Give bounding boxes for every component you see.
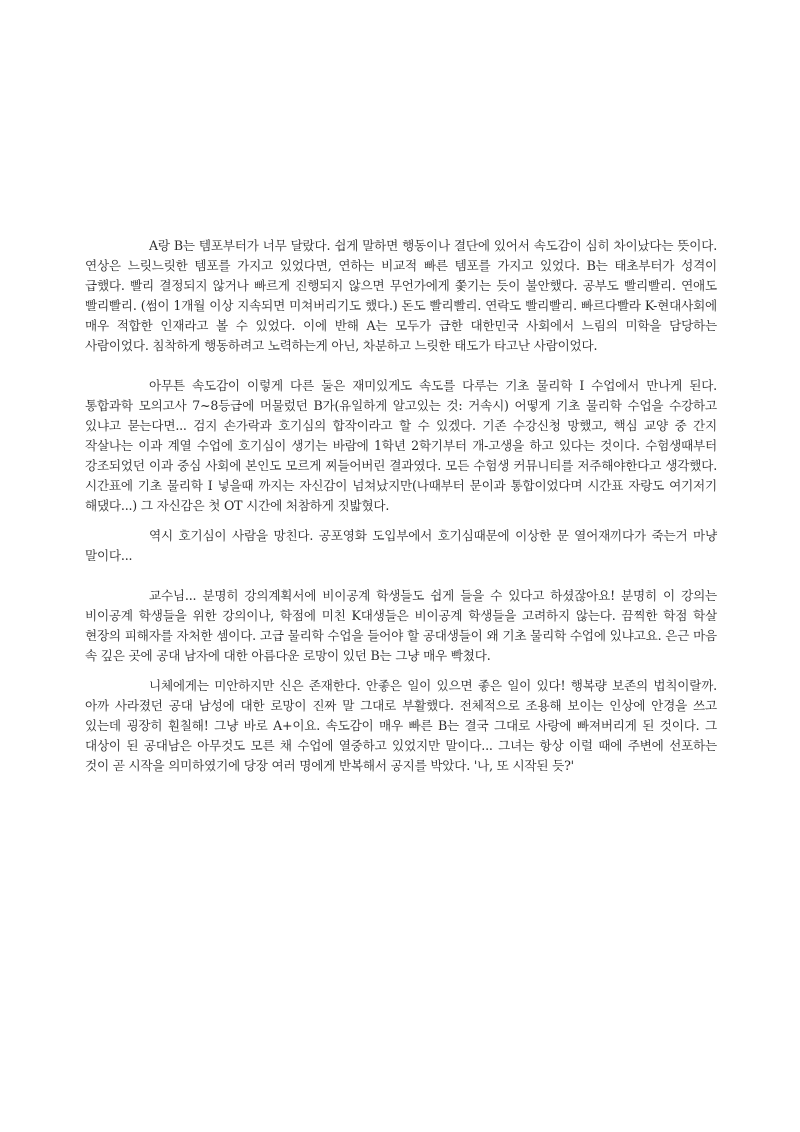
paragraph-professor: 교수님... 분명히 강의계획서에 비이공계 학생들도 쉽게 들을 수 있다고 하셨잖아요! 분명히 이 강의는 비이공계 학생들을 위한 강의이나, 학점에 미친 K대생들은 비이공계 학생들을 고려하지 않는다. 끔찍한 학점 학살 현장의 피해자를 자처한 셈이다. 고급 물리학 수업을 들어야 할 공대생들이 왜 기초 물리학 수업에 있냐고요. 은근 마음 속 깊은 곳에 공대 남자에 대한 아름다운 로망이 있던 B는 그냥 매우 빡쳤다. — [85, 588, 717, 663]
paragraph-nietzsche: 니체에게는 미안하지만 신은 존재한다. 안좋은 일이 있으면 좋은 일이 있다! 행복량 보존의 법칙이랄까. 아까 사라졌던 공대 남성에 대한 로망이 진짜 말 그대로 부활했다. 전체적으로 조용해 보이는 인상에 안경을 쓰고 있는데 굉장히 훤칠해! 그냥 바로 A+이요. 속도감이 매우 빠른 B는 결국 그대로 사랑에 빠져버리게 된 것이다. 그 대상이 된 공대남은 아무것도 모른 채 수업에 열중하고 있었지만 말이다... 그녀는 항상 이럴 때에 주변에 선포하는 것이 곧 시작을 의미하였기에 당장 여러 명에게 반복해서 공지를 박았다. '나, 또 시작된 듯?' — [85, 678, 717, 773]
document-body — [85, 236, 717, 776]
paragraph-physics-class: 아무튼 속도감이 이렇게 다른 둘은 재미있게도 속도를 다루는 기초 물리학 I 수업에서 만나게 된다. 통합과학 모의고사 7~8등급에 머물렀던 B가(유일하게 알고있는 것: 거속시) 어떻게 기초 물리학 수업을 수강하고 있냐고 묻는다면... 검지 손가락과 호기심의 합작이라고 할 수 있겠다. 기존 수강신청 망했고, 핵심 교양 중 간지 작살나는 이과 계열 수업에 호기심이 생기는 바람에 1학년 2학기부터 개-고생을 하고 있다는 것이다. 수험생때부터 강조되었던 이과 중심 사회에 본인도 모르게 찌들어버린 결과였다. 모든 수험생 커뮤니티를 저주해야한다고 생각했다. 시간표에 기초 물리학 I 넣을때 까지는 자신감이 넘쳐났지만(나때부터 문이과 통합이었다며 시간표 자랑도 여기저기 해댔다...) 그 자신감은 첫 OT 시간에 처참하게 짓밟혔다. — [85, 378, 717, 513]
paragraph-tempo: A랑 B는 템포부터가 너무 달랐다. 쉽게 말하면 행동이나 결단에 있어서 속도감이 심히 차이났다는 뜻이다. 연상은 느릿느릿한 템포를 가지고 있었다면, 연하는 비교적 빠른 템포를 가지고 있었다. B는 태초부터가 성격이 급했다. 빨리 결정되지 않거나 빠르게 진행되지 않으면 무언가에게 쫓기는 듯이 불안했다. 공부도 빨리빨리. 연애도 빨리빨리. (썸이 1개월 이상 지속되면 미쳐버리기도 했다.) 돈도 빨리빨리. 연락도 빨리빨리. 빠르다빨라 K-현대사회에 매우 적합한 인재라고 볼 수 있었다. 이에 반해 A는 모두가 급한 대한민국 사회에서 느림의 미학을 담당하는 사람이었다. 침착하게 행동하려고 노력하는게 아닌, 차분하고 느릿한 태도가 타고난 사람이었다. — [85, 238, 717, 353]
paragraph-curiosity: 역시 호기심이 사람을 망친다. 공포영화 도입부에서 호기심때문에 이상한 문 열어재끼다가 죽는거 마냥 말이다... — [85, 528, 717, 563]
